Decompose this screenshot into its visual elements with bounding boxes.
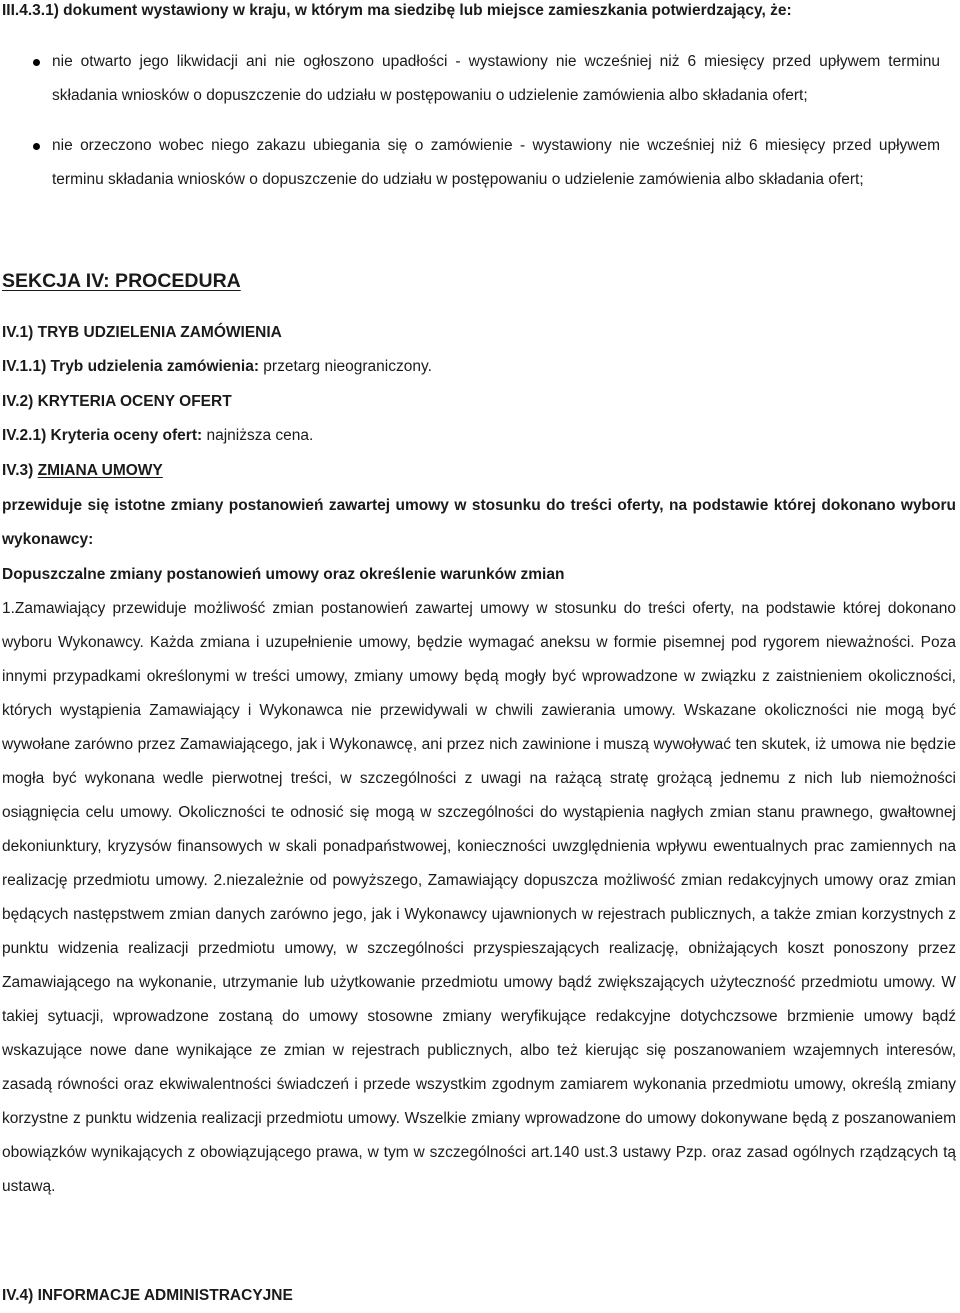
iv-3-intro: przewiduje się istotne zmiany postanowień zawartej umowy w stosunku do treści oferty, na podstawie której dokonano wyboru wykonawcy:	[2, 497, 956, 548]
section-iii-4-3-1-heading: III.4.3.1) dokument wystawiony w kraju, w którym ma siedzibę lub miejsce zamieszkania potwierdzający, że:	[2, 2, 792, 19]
iv-2-1-label: IV.2.1) Kryteria oceny ofert:	[2, 427, 203, 444]
iv-1-1-line	[2, 350, 956, 384]
list-item	[0, 45, 940, 113]
iv-1-heading-text: IV.1) TRYB UDZIELENIA ZAMÓWIENIA	[2, 324, 282, 341]
bullet-icon	[33, 59, 40, 66]
iv-2-heading	[2, 385, 956, 419]
iv-4-heading: IV.4) INFORMACJE ADMINISTRACYJNE	[2, 1287, 293, 1304]
list-item-text: nie orzeczono wobec niego zakazu ubiegania się o zamówienie - wystawiony nie wcześniej niż 6 miesięcy przed upływem terminu składania wniosków o dopuszczenie do udziału w postępowaniu o udzielenie zamówienia albo składania ofert;	[52, 137, 940, 188]
iv-3-title: ZMIANA UMOWY	[37, 462, 163, 479]
requirements-list	[0, 45, 940, 213]
iv-3-heading	[2, 454, 956, 488]
iv-3-prefix: IV.3)	[2, 462, 38, 479]
iv-1-heading	[2, 316, 956, 350]
section-iv-title: SEKCJA IV: PROCEDURA	[2, 270, 241, 292]
list-item	[0, 129, 940, 197]
iv-1-1-value: przetarg nieograniczony.	[258, 358, 432, 375]
iv-2-1-line	[2, 419, 956, 453]
list-item-text: nie otwarto jego likwidacji ani nie ogłoszono upadłości - wystawiony nie wcześniej niż 6 miesięcy przed upływem terminu składania wniosków o dopuszczenie do udziału w postępowaniu o udzielenie zamówienia albo składania ofert;	[52, 53, 940, 104]
bullet-icon	[33, 143, 40, 150]
iv-2-heading-text: IV.2) KRYTERIA OCENY OFERT	[2, 393, 232, 410]
iv-3-body: 1.Zamawiający przewiduje możliwość zmian postanowień zawartej umowy w stosunku do treści oferty, na podstawie której dokonano wyboru Wykonawcy. Każda zmiana i uzupełnienie umowy, będzie wymagać aneksu w formie pisemnej pod rygorem nieważności. Poza innymi przypadkami określonymi w treści umowy, zmiany umowy będą mogły być wprowadzone w związku z zaistnieniem okoliczności, których wystąpienia Zamawiający i Wykonawca nie przewidywali w chwili zawierania umowy. Wskazane okoliczności nie mogą być wywołane zarówno przez Zamawiającego, jak i Wykonawcę, ani przez nich zawinione i muszą wywoływać ten skutek, iż umowa nie będzie mogła być wykonana wedle pierwotnej treści, w szczególności z uwagi na rażącą stratę grożącą jednemu z nich lub niemożności osiągnięcia celu umowy. Okoliczności te odnosić się mogą w szczególności do wystąpienia nagłych zmian stanu prawnego, gwałtownej dekoniunktury, kryzysów finansowych w skali ponadpaństwowej, konieczności uwzględnienia wpływu ewentualnych prac zamiennych na realizację przedmiotu umowy. 2.niezależnie od powyższego, Zamawiający dopuszcza możliwość zmian redakcyjnych umowy oraz zmian będących następstwem zmian danych zarówno jego, jak i Wykonawcy ujawnionych w rejestrach publicznych, a także zmian korzystnych z punktu widzenia realizacji przedmiotu umowy, w szczególności przyspieszających realizację, obniżających koszt ponoszony przez Zamawiającego na wykonanie, utrzymanie lub użytkowanie przedmiotu umowy bądź zwiększających użyteczność przedmiotu umowy. W takiej sytuacji, wprowadzone zostaną do umowy stosowne zmiany weryfikujące redakcyjne dotychczsowe brzmienie umowy bądź wskazujące nowe dane wynikające ze zmian w rejestrach publicznych, albo też kierując się poszanowaniem wzajemnych interesów, zasadą równości oraz ekwiwalentności świadczeń i przede wszystkim zgodnym zamiarem wykonania przedmiotu umowy, określą zmiany korzystne z punktu widzenia realizacji przedmiotu umowy. Wszelkie zmiany wprowadzone do umowy dokonywane będą z poszanowaniem obowiązków wynikających z obowiązującego prawa, w tym w szczególności art.140 ust.3 ustawy Pzp. oraz zasad ogólnych rządzących tą ustawą.	[2, 600, 956, 1195]
iv-2-1-value: najniższa cena.	[202, 427, 314, 444]
iv-1-1-label: IV.1.1) Tryb udzielenia zamówienia:	[2, 358, 259, 375]
iv-3-subheading: Dopuszczalne zmiany postanowień umowy oraz określenie warunków zmian	[2, 566, 565, 583]
